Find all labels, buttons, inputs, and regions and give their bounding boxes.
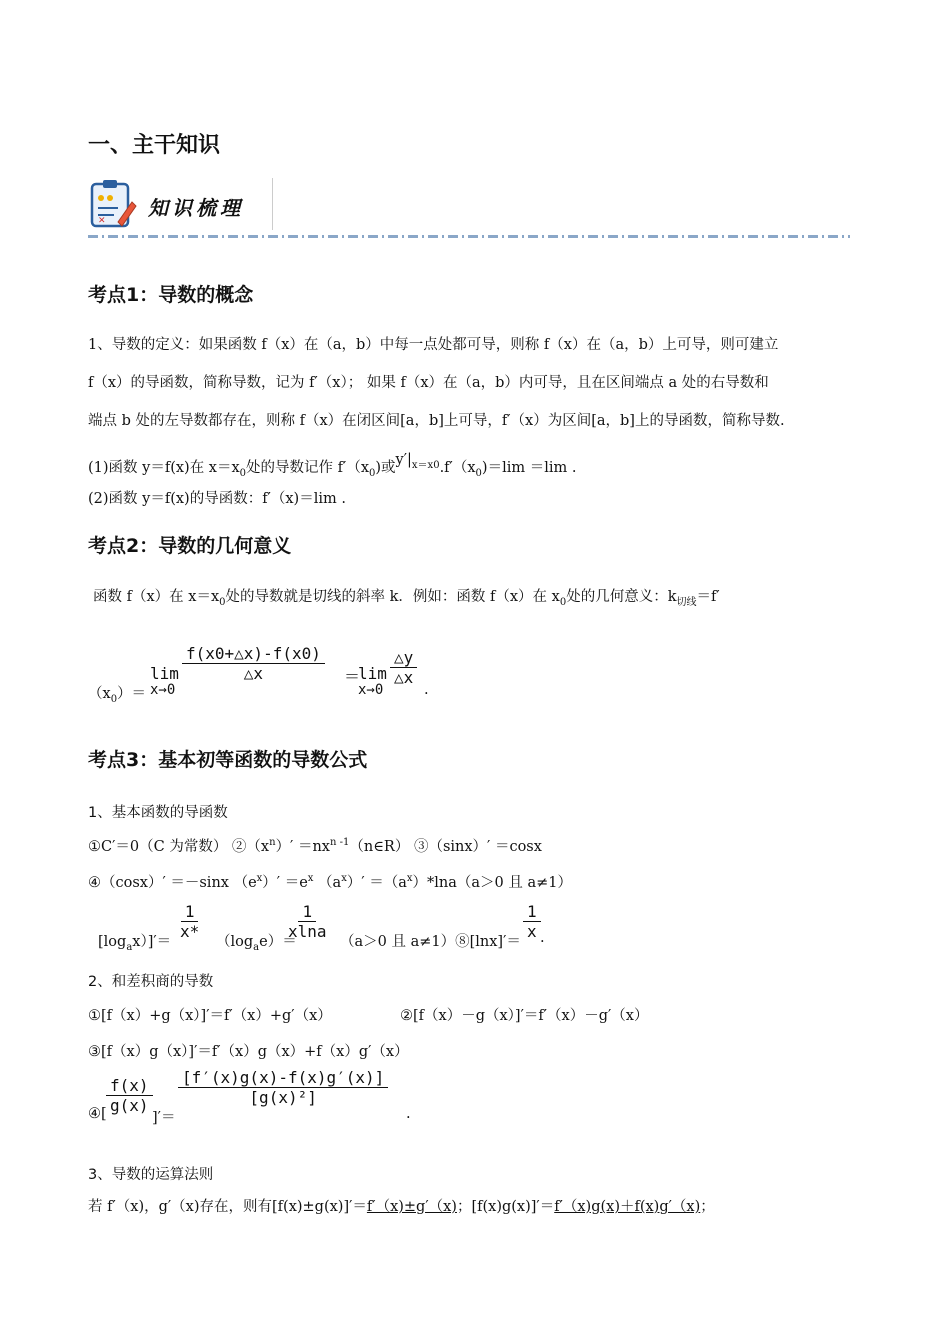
product-rule: ③[f（x）g（x）]′＝f′（x）g（x）+f（x）g′（x）: [88, 1044, 409, 1060]
section-heading: 一、主干知识: [88, 133, 221, 158]
svg-text:✕: ✕: [98, 216, 106, 226]
kd1-para-line2: f（x）的导函数，简称导数，记为 f′（x）； 如果 f（x）在（a，b）内可导，且在区间端点 a 处的右导数和: [88, 375, 769, 391]
knowledge-badge: [88, 178, 273, 230]
kd1-para-line1: 1、导数的定义：如果函数 f（x）在（a，b）中每一点处都可导，则称 f（x）在（a，b）上可导，则可建立: [88, 337, 779, 353]
operation-rules: 若 f′（x)，g′（x)存在，则有[f(x)±g(x)]′＝f′（x)±g′（x)；[f(x)g(x)]′＝f′（x)g(x)＋f(x)g′（x)；: [88, 1199, 715, 1215]
kd1-para-line3: 端点 b 处的左导数都存在，则称 f（x）在闭区间[a，b]上可导，f′（x）为区间[a，b]上的导函数，简称导数.: [88, 413, 785, 429]
kd2-para: 函数 f（x）在 $x=x_0$处的导数就是切线的斜率 k．例如：函数 f（x）在 $x_0$处的几何意义：$k_{切线}=f'$: [93, 589, 720, 608]
kd1-derived-function: (2)函数 y＝f(x)的导函数：f′（x)＝lim .: [88, 491, 346, 507]
formula-row-1: ①C′＝0（C 为常数） $②(x^n)'$ $=nx^{n -1}(n\in R)$ ③（sinx）′ ＝cosx: [88, 837, 542, 855]
kd1-title: 考点1：导数的概念: [88, 284, 254, 306]
formula-row-2: ④（cosx）′ ＝－sinx $(e^x)' =e^x$ $(a^x)' =(a^x)*\ln a(a>0$ 且 a≠1）: [88, 873, 572, 891]
difference-rule: ②[f（x）－g（x）]′＝f′（x）－g′（x）: [400, 1008, 649, 1024]
kd2-title: 考点2：导数的几何意义: [88, 535, 292, 557]
sum-rule: ①[f（x）+g（x）]′＝f′（x）+g′（x）: [88, 1008, 332, 1024]
badge-label: 知识梳理: [148, 196, 244, 220]
dashed-divider: [88, 235, 850, 238]
clipboard-icon: [88, 178, 138, 230]
kd1-derivative-notation: (1)函数 y＝f(x)在 $x=x_0$处的导数记作 $f'(x_0)$或$y'|_{x=x0}.f'(x_0)=\lim =\lim$ .: [88, 452, 577, 479]
kd3-sub2: 2、和差积商的导数: [88, 974, 214, 990]
kd3-sub3: 3、导数的运算法则: [88, 1167, 214, 1183]
kd3-sub1: 1、基本函数的导函数: [88, 805, 228, 821]
kd3-title: 考点3：基本初等函数的导数公式: [88, 749, 368, 771]
